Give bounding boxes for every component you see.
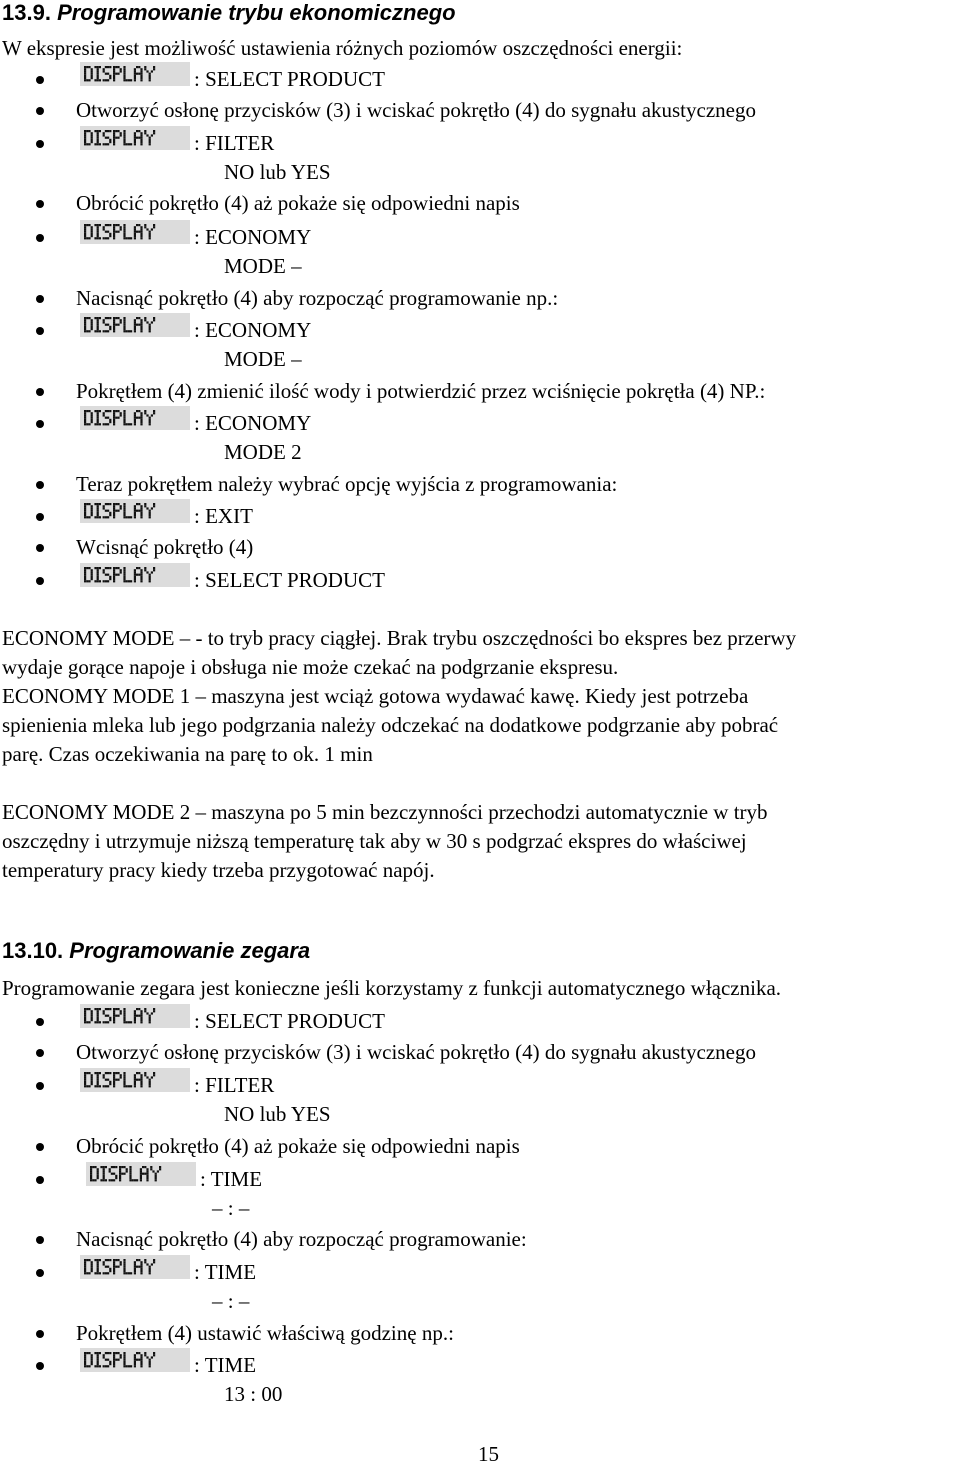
paragraph-line: ECONOMY MODE 2 – maszyna po 5 min bezczynności przechodzi automatycznie w tryb	[2, 800, 768, 824]
step-item: Pokrętłem (4) zmienić ilość wody i potwierdzić przez wciśnięcie pokrętła (4) NP.:	[0, 378, 940, 404]
step-item: : SELECT PRODUCT	[0, 66, 940, 92]
step-item: : ECONOMY	[0, 317, 940, 343]
step-item: : FILTER	[0, 130, 940, 156]
step-item: Obrócić pokrętło (4) aż pokaże się odpowiedni napis	[0, 1133, 940, 1159]
display-value: MODE –	[224, 347, 302, 371]
step-item: : SELECT PRODUCT	[0, 1008, 940, 1034]
bullet	[36, 234, 44, 242]
step-item: : TIME	[0, 1166, 940, 1192]
display-icon	[80, 1255, 190, 1279]
display-value: 13 : 00	[224, 1382, 283, 1406]
display-value: NO lub YES	[224, 1102, 331, 1126]
paragraph-line: parę. Czas oczekiwania na parę to ok. 1 min	[2, 742, 373, 766]
step-item: : TIME	[0, 1352, 940, 1378]
step-item: : EXIT	[0, 503, 940, 529]
display-icon	[80, 220, 190, 244]
bullet	[36, 481, 44, 489]
step-item: Pokrętłem (4) ustawić właściwą godzinę np.:	[0, 1320, 940, 1346]
bullet	[36, 200, 44, 208]
bullet	[36, 76, 44, 84]
paragraph-line: ECONOMY MODE 1 – maszyna jest wciąż gotowa wydawać kawę. Kiedy jest potrzeba	[2, 684, 749, 708]
paragraph-line: spienienia mleka lub jego podgrzania należy odczekać na dodatkowe podgrzanie aby pobrać	[2, 713, 779, 737]
step-item: Obrócić pokrętło (4) aż pokaże się odpowiedni napis	[0, 190, 940, 216]
display-icon	[86, 1162, 196, 1186]
bullet	[36, 513, 44, 521]
bullet	[36, 1049, 44, 1057]
step-item: Otworzyć osłonę przycisków (3) i wciskać pokrętło (4) do sygnału akustycznego	[0, 97, 940, 123]
step-item: : ECONOMY	[0, 224, 940, 250]
bullet	[36, 1176, 44, 1184]
display-icon	[80, 563, 190, 587]
page-number: 15	[478, 1442, 499, 1466]
paragraph-line: temperatury pracy kiedy trzeba przygotować napój.	[2, 858, 435, 882]
display-icon	[80, 126, 190, 150]
step-item: Nacisnąć pokrętło (4) aby rozpocząć programowanie np.:	[0, 285, 940, 311]
bullet	[36, 1018, 44, 1026]
display-icon	[80, 62, 190, 86]
display-icon	[80, 1004, 190, 1028]
step-item: : TIME	[0, 1259, 940, 1285]
bullet	[36, 1236, 44, 1244]
step-item: Otworzyć osłonę przycisków (3) i wciskać pokrętło (4) do sygnału akustycznego	[0, 1039, 940, 1065]
display-value: MODE –	[224, 254, 302, 278]
step-item: : ECONOMY	[0, 410, 940, 436]
section-intro: Programowanie zegara jest konieczne jeśli korzystamy z funkcji automatycznego włącznika.	[2, 976, 782, 1000]
bullet	[36, 1269, 44, 1277]
step-item: Nacisnąć pokrętło (4) aby rozpocząć programowanie:	[0, 1226, 940, 1252]
display-value: MODE 2	[224, 440, 302, 464]
step-item: : SELECT PRODUCT	[0, 567, 940, 593]
paragraph-line: ECONOMY MODE – - to tryb pracy ciągłej. Brak trybu oszczędności bo ekspres bez przerwy	[2, 626, 797, 650]
section-heading-13-10: 13.10. Programowanie zegara	[2, 938, 311, 963]
bullet	[36, 1143, 44, 1151]
bullet	[36, 107, 44, 115]
display-icon	[80, 1068, 190, 1092]
step-item: Teraz pokrętłem należy wybrać opcję wyjścia z programowania:	[0, 471, 940, 497]
display-value: – : –	[212, 1289, 250, 1313]
bullet	[36, 140, 44, 148]
bullet	[36, 1362, 44, 1370]
bullet	[36, 388, 44, 396]
display-icon	[80, 313, 190, 337]
paragraph-line: oszczędny i utrzymuje niższą temperaturę tak aby w 30 s podgrzać ekspres do właściwej	[2, 829, 747, 853]
section-heading-13-9: 13.9. Programowanie trybu ekonomicznego	[2, 0, 456, 25]
step-item: : FILTER	[0, 1072, 940, 1098]
bullet	[36, 420, 44, 428]
bullet	[36, 577, 44, 585]
bullet	[36, 327, 44, 335]
step-item: Wcisnąć pokrętło (4)	[0, 534, 940, 560]
display-value: NO lub YES	[224, 160, 331, 184]
bullet	[36, 1330, 44, 1338]
display-value: – : –	[212, 1196, 250, 1220]
bullet	[36, 1082, 44, 1090]
display-icon	[80, 499, 190, 523]
display-icon	[80, 406, 190, 430]
paragraph-line: wydaje gorące napoje i obsługa nie może czekać na podgrzanie ekspresu.	[2, 655, 619, 679]
bullet	[36, 295, 44, 303]
section-intro: W ekspresie jest możliwość ustawienia różnych poziomów oszczędności energii:	[2, 36, 683, 60]
display-icon	[80, 1348, 190, 1372]
bullet	[36, 544, 44, 552]
